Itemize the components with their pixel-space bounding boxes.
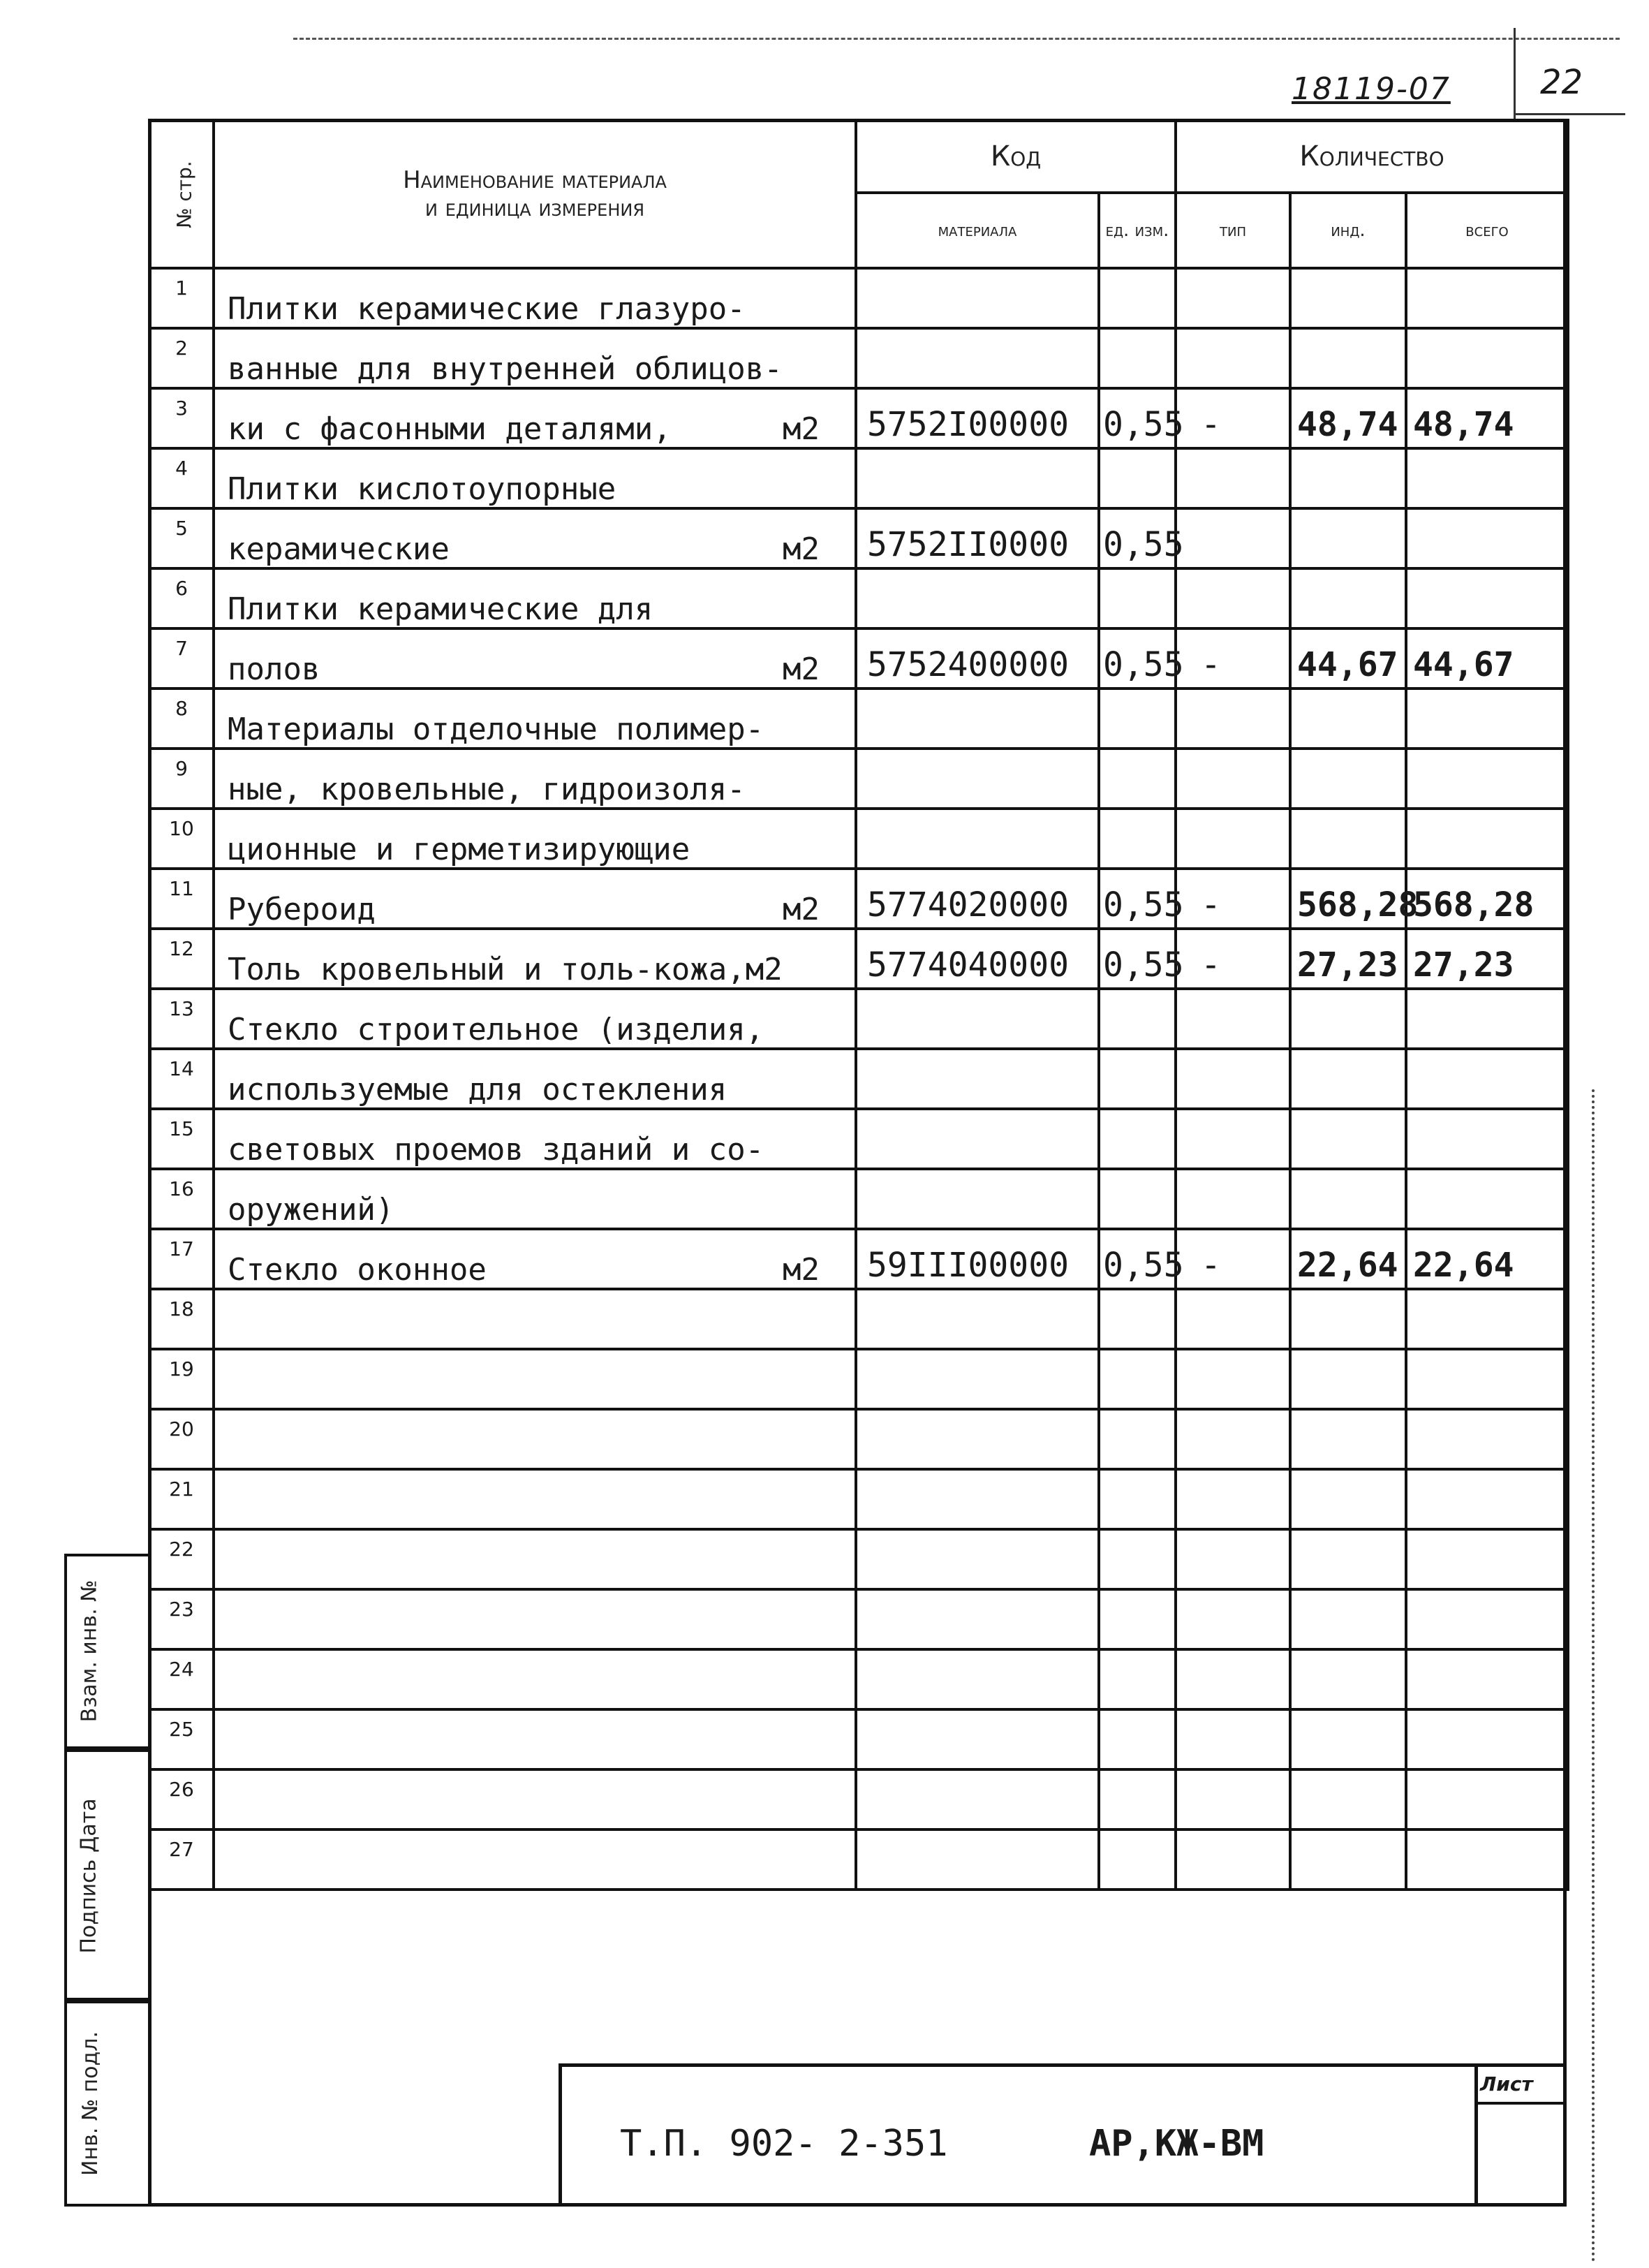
right-edge-dotted-line xyxy=(1592,1089,1595,2262)
table-row xyxy=(149,1829,1568,1890)
type-cell xyxy=(1176,1709,1290,1769)
total-qty-cell xyxy=(1406,1529,1568,1589)
material-code-cell xyxy=(856,1289,1099,1349)
total-qty-cell xyxy=(1406,1109,1568,1169)
drawing-code: АР,КЖ-ВМ xyxy=(1089,2123,1264,2165)
unit-code-cell: 0,55 xyxy=(1099,388,1176,448)
row-number-cell: 21 xyxy=(149,1469,214,1529)
material-name-cell xyxy=(214,268,856,328)
stamp-signature-date: Подпись Дата xyxy=(76,1798,101,1954)
total-qty-cell xyxy=(1406,1289,1568,1349)
specification-table xyxy=(148,119,1569,1891)
material-name: ванные для внутренней облицов- xyxy=(228,351,783,387)
individual-qty-cell xyxy=(1290,1409,1406,1469)
material-name-cell xyxy=(214,328,856,388)
total-qty-cell xyxy=(1406,1709,1568,1769)
type-cell xyxy=(1176,508,1290,568)
material-name-cell xyxy=(214,1169,856,1229)
total-qty-cell xyxy=(1406,1169,1568,1229)
unit-code-cell xyxy=(1099,1469,1176,1529)
row-number-cell: 8 xyxy=(149,688,214,749)
unit-code-cell xyxy=(1099,1769,1176,1829)
material-name: Стекло строительное (изделия, xyxy=(228,1012,764,1047)
material-code-cell xyxy=(856,1529,1099,1589)
material-name: ционные и герметизирующие xyxy=(228,832,690,867)
individual-qty-cell: 44,67 xyxy=(1290,628,1406,688)
stamp-replace-inv-box xyxy=(64,1554,148,1749)
table-row xyxy=(149,1229,1568,1289)
material-code-cell xyxy=(856,1409,1099,1469)
material-name-cell xyxy=(214,1469,856,1529)
material-code-cell xyxy=(856,268,1099,328)
material-code-cell xyxy=(856,1349,1099,1409)
unit-code-cell xyxy=(1099,1289,1176,1349)
material-name-cell xyxy=(214,1049,856,1109)
material-code-cell xyxy=(856,1049,1099,1109)
material-name: оружений) xyxy=(228,1192,394,1228)
type-cell: - xyxy=(1176,869,1290,929)
unit-code-cell xyxy=(1099,1649,1176,1709)
type-cell xyxy=(1176,1349,1290,1409)
table-row xyxy=(149,388,1568,448)
table-row xyxy=(149,869,1568,929)
total-qty-cell xyxy=(1406,1349,1568,1409)
column-header-material-code: материала xyxy=(856,193,1099,268)
type-cell xyxy=(1176,1649,1290,1709)
material-name-cell xyxy=(214,1649,856,1709)
table-row xyxy=(149,328,1568,388)
measure-unit: м2 xyxy=(783,1252,820,1288)
individual-qty-cell xyxy=(1290,1829,1406,1890)
individual-qty-cell xyxy=(1290,1649,1406,1709)
row-number-cell: 19 xyxy=(149,1349,214,1409)
column-header-individual: инд. xyxy=(1290,193,1406,268)
table-row xyxy=(149,1469,1568,1529)
page-number-frame xyxy=(1514,28,1516,119)
material-name-cell xyxy=(214,989,856,1049)
table-row xyxy=(149,1589,1568,1649)
type-cell xyxy=(1176,1109,1290,1169)
material-code-cell xyxy=(856,1649,1099,1709)
table-row xyxy=(149,1409,1568,1469)
type-cell xyxy=(1176,688,1290,749)
unit-code-cell xyxy=(1099,1529,1176,1589)
material-name: ные, кровельные, гидроизоля- xyxy=(228,772,746,807)
table-row xyxy=(149,1709,1568,1769)
type-cell xyxy=(1176,1169,1290,1229)
row-number-cell: 22 xyxy=(149,1529,214,1589)
individual-qty-cell xyxy=(1290,1169,1406,1229)
unit-code-cell: 0,55 xyxy=(1099,929,1176,989)
type-cell xyxy=(1176,328,1290,388)
material-name: полов xyxy=(228,651,320,687)
material-name: используемые для остекления xyxy=(228,1072,727,1107)
page-number: 22 xyxy=(1540,63,1583,102)
unit-code-cell: 0,55 xyxy=(1099,508,1176,568)
individual-qty-cell xyxy=(1290,568,1406,628)
title-sheet-divider xyxy=(1474,2102,1567,2105)
row-number-cell: 15 xyxy=(149,1109,214,1169)
sheet-label: Лист xyxy=(1480,2072,1533,2096)
total-qty-cell xyxy=(1406,508,1568,568)
type-cell xyxy=(1176,568,1290,628)
individual-qty-cell: 48,74 xyxy=(1290,388,1406,448)
individual-qty-cell xyxy=(1290,809,1406,869)
material-code-cell xyxy=(856,1709,1099,1769)
individual-qty-cell xyxy=(1290,1529,1406,1589)
material-code-cell xyxy=(856,688,1099,749)
material-code-cell xyxy=(856,1589,1099,1649)
type-cell xyxy=(1176,1409,1290,1469)
table-row xyxy=(149,1349,1568,1409)
material-name-cell xyxy=(214,1709,856,1769)
individual-qty-cell xyxy=(1290,328,1406,388)
row-number-cell: 2 xyxy=(149,328,214,388)
unit-code-cell: 0,55 xyxy=(1099,1229,1176,1289)
type-cell: - xyxy=(1176,1229,1290,1289)
material-name-cell xyxy=(214,1229,856,1289)
row-number-cell: 3 xyxy=(149,388,214,448)
measure-unit: м2 xyxy=(783,651,820,687)
material-code-cell: 5752400000 xyxy=(856,628,1099,688)
material-code-cell xyxy=(856,1469,1099,1529)
row-number-cell: 14 xyxy=(149,1049,214,1109)
unit-code-cell xyxy=(1099,989,1176,1049)
material-name: Материалы отделочные полимер- xyxy=(228,712,764,747)
type-cell xyxy=(1176,749,1290,809)
material-name: Плитки кислотоупорные xyxy=(228,471,616,507)
individual-qty-cell xyxy=(1290,1049,1406,1109)
unit-code-cell xyxy=(1099,268,1176,328)
type-cell xyxy=(1176,1049,1290,1109)
individual-qty-cell xyxy=(1290,508,1406,568)
unit-code-cell xyxy=(1099,1409,1176,1469)
total-qty-cell xyxy=(1406,1469,1568,1529)
table-row xyxy=(149,1289,1568,1349)
individual-qty-cell xyxy=(1290,989,1406,1049)
total-qty-cell: 44,67 xyxy=(1406,628,1568,688)
table-row xyxy=(149,628,1568,688)
unit-code-cell xyxy=(1099,1589,1176,1649)
type-cell: - xyxy=(1176,929,1290,989)
unit-code-cell xyxy=(1099,328,1176,388)
material-name-cell xyxy=(214,1829,856,1890)
table-body xyxy=(149,268,1568,1890)
table-row xyxy=(149,749,1568,809)
type-cell xyxy=(1176,1469,1290,1529)
material-name: Стекло оконное xyxy=(228,1252,487,1288)
material-code-cell: 5752I00000 xyxy=(856,388,1099,448)
total-qty-cell: 22,64 xyxy=(1406,1229,1568,1289)
column-header-total: всего xyxy=(1406,193,1568,268)
unit-code-cell: 0,55 xyxy=(1099,869,1176,929)
total-qty-cell xyxy=(1406,749,1568,809)
row-number-cell: 18 xyxy=(149,1289,214,1349)
type-cell xyxy=(1176,268,1290,328)
individual-qty-cell xyxy=(1290,1769,1406,1829)
material-name-cell xyxy=(214,1109,856,1169)
row-number-cell: 12 xyxy=(149,929,214,989)
individual-qty-cell xyxy=(1290,1469,1406,1529)
row-number-cell: 7 xyxy=(149,628,214,688)
stamp-original-inv-box xyxy=(64,2001,148,2207)
row-number-cell: 20 xyxy=(149,1409,214,1469)
table-row xyxy=(149,989,1568,1049)
material-name-cell xyxy=(214,568,856,628)
column-group-code: Код xyxy=(856,120,1176,193)
row-number-cell: 11 xyxy=(149,869,214,929)
type-cell xyxy=(1176,1589,1290,1649)
row-number-cell: 6 xyxy=(149,568,214,628)
measure-unit: м2 xyxy=(783,892,820,927)
table-row xyxy=(149,1769,1568,1829)
material-code-cell xyxy=(856,1109,1099,1169)
row-number-cell: 5 xyxy=(149,508,214,568)
type-cell xyxy=(1176,1829,1290,1890)
individual-qty-cell xyxy=(1290,1709,1406,1769)
unit-code-cell xyxy=(1099,749,1176,809)
type-cell xyxy=(1176,448,1290,508)
material-code-cell xyxy=(856,1769,1099,1829)
material-name-cell xyxy=(214,929,856,989)
row-number-cell: 24 xyxy=(149,1649,214,1709)
total-qty-cell xyxy=(1406,1409,1568,1469)
total-qty-cell: 48,74 xyxy=(1406,388,1568,448)
individual-qty-cell: 568,28 xyxy=(1290,869,1406,929)
column-header-type: тип xyxy=(1176,193,1290,268)
total-qty-cell: 568,28 xyxy=(1406,869,1568,929)
total-qty-cell xyxy=(1406,1829,1568,1890)
unit-code-cell xyxy=(1099,1829,1176,1890)
material-name: Рубероид xyxy=(228,892,376,927)
material-code-cell: 5774040000 xyxy=(856,929,1099,989)
row-number-cell: 1 xyxy=(149,268,214,328)
total-qty-cell: 27,23 xyxy=(1406,929,1568,989)
stamp-replace-inv: Взам. инв. № xyxy=(77,1580,102,1723)
individual-qty-cell: 22,64 xyxy=(1290,1229,1406,1289)
total-qty-cell xyxy=(1406,1649,1568,1709)
material-code-cell xyxy=(856,1829,1099,1890)
column-header-name xyxy=(214,120,856,268)
individual-qty-cell xyxy=(1290,1109,1406,1169)
type-cell xyxy=(1176,809,1290,869)
individual-qty-cell xyxy=(1290,1349,1406,1409)
material-name-cell xyxy=(214,628,856,688)
material-name: световых проемов зданий и со- xyxy=(228,1132,764,1168)
unit-code-cell xyxy=(1099,448,1176,508)
measure-unit: м2 xyxy=(783,411,820,447)
type-cell: - xyxy=(1176,628,1290,688)
table-row xyxy=(149,809,1568,869)
table-row xyxy=(149,568,1568,628)
unit-code-cell xyxy=(1099,688,1176,749)
unit-code-cell xyxy=(1099,809,1176,869)
unit-code-cell: 0,55 xyxy=(1099,628,1176,688)
material-name-cell xyxy=(214,1289,856,1349)
material-code-cell: 5752II0000 xyxy=(856,508,1099,568)
table-row xyxy=(149,508,1568,568)
individual-qty-cell: 27,23 xyxy=(1290,929,1406,989)
stamp-original-inv: Инв. № подл. xyxy=(77,2031,103,2176)
total-qty-cell xyxy=(1406,1589,1568,1649)
column-header-name-line-1: Наименование материала xyxy=(403,166,667,194)
row-number-cell: 4 xyxy=(149,448,214,508)
material-name-cell xyxy=(214,1349,856,1409)
row-number-cell: 10 xyxy=(149,809,214,869)
document-number: 18119-07 xyxy=(1292,71,1451,107)
unit-code-cell xyxy=(1099,1169,1176,1229)
material-code-cell: 59III00000 xyxy=(856,1229,1099,1289)
row-number-cell: 17 xyxy=(149,1229,214,1289)
material-name-cell xyxy=(214,1589,856,1649)
material-code-cell xyxy=(856,568,1099,628)
total-qty-cell xyxy=(1406,688,1568,749)
total-qty-cell xyxy=(1406,989,1568,1049)
total-qty-cell xyxy=(1406,328,1568,388)
material-code-cell xyxy=(856,1169,1099,1229)
table-row xyxy=(149,448,1568,508)
top-dashed-line xyxy=(293,38,1620,40)
table-row xyxy=(149,1529,1568,1589)
measure-unit: м2 xyxy=(783,531,820,567)
row-number-cell: 23 xyxy=(149,1589,214,1649)
individual-qty-cell xyxy=(1290,448,1406,508)
material-name-cell xyxy=(214,1409,856,1469)
table-row xyxy=(149,688,1568,749)
row-number-cell: 25 xyxy=(149,1709,214,1769)
material-name: Плитки керамические глазуро- xyxy=(228,291,746,327)
table-row xyxy=(149,1049,1568,1109)
material-code-cell xyxy=(856,328,1099,388)
total-qty-cell xyxy=(1406,568,1568,628)
row-number-cell: 26 xyxy=(149,1769,214,1829)
column-group-quantity: Количество xyxy=(1176,120,1568,193)
unit-code-cell xyxy=(1099,1709,1176,1769)
material-name-cell xyxy=(214,809,856,869)
total-qty-cell xyxy=(1406,1049,1568,1109)
unit-code-cell xyxy=(1099,1349,1176,1409)
material-name-cell xyxy=(214,1529,856,1589)
table-row xyxy=(149,1169,1568,1229)
row-number-cell: 13 xyxy=(149,989,214,1049)
individual-qty-cell xyxy=(1290,1589,1406,1649)
total-qty-cell xyxy=(1406,1769,1568,1829)
type-cell xyxy=(1176,989,1290,1049)
type-cell xyxy=(1176,1769,1290,1829)
column-header-row-number: № стр. xyxy=(149,120,214,268)
page-number-frame-bottom xyxy=(1514,113,1625,115)
column-header-unit-code: ед. изм. xyxy=(1099,193,1176,268)
total-qty-cell xyxy=(1406,268,1568,328)
unit-code-cell xyxy=(1099,1049,1176,1109)
stamp-signature-box xyxy=(64,1749,148,2001)
individual-qty-cell xyxy=(1290,1289,1406,1349)
row-number-cell: 16 xyxy=(149,1169,214,1229)
unit-code-cell xyxy=(1099,568,1176,628)
material-code-cell: 5774020000 xyxy=(856,869,1099,929)
material-name: керамические xyxy=(228,531,450,567)
individual-qty-cell xyxy=(1290,688,1406,749)
material-code-cell xyxy=(856,809,1099,869)
row-number-cell: 27 xyxy=(149,1829,214,1890)
material-name-cell xyxy=(214,688,856,749)
material-code-cell xyxy=(856,448,1099,508)
type-cell: - xyxy=(1176,388,1290,448)
material-name: Толь кровельный и толь-кожа,м2 xyxy=(228,952,783,987)
material-name: ки с фасонными деталями, xyxy=(228,411,672,447)
individual-qty-cell xyxy=(1290,749,1406,809)
total-qty-cell xyxy=(1406,448,1568,508)
unit-code-cell xyxy=(1099,1109,1176,1169)
table-row xyxy=(149,1109,1568,1169)
table-row xyxy=(149,268,1568,328)
material-name-cell xyxy=(214,388,856,448)
individual-qty-cell xyxy=(1290,268,1406,328)
material-name-cell xyxy=(214,1769,856,1829)
project-designation: Т.П. 902- 2-351 xyxy=(620,2123,948,2165)
material-name-cell xyxy=(214,448,856,508)
column-header-name-line-2: и единица измерения xyxy=(424,194,644,222)
total-qty-cell xyxy=(1406,809,1568,869)
material-name-cell xyxy=(214,869,856,929)
material-name-cell xyxy=(214,749,856,809)
table-row xyxy=(149,1649,1568,1709)
material-name-cell xyxy=(214,508,856,568)
type-cell xyxy=(1176,1289,1290,1349)
material-code-cell xyxy=(856,749,1099,809)
type-cell xyxy=(1176,1529,1290,1589)
row-number-cell: 9 xyxy=(149,749,214,809)
material-code-cell xyxy=(856,989,1099,1049)
table-row xyxy=(149,929,1568,989)
material-name: Плитки керамические для xyxy=(228,591,653,627)
